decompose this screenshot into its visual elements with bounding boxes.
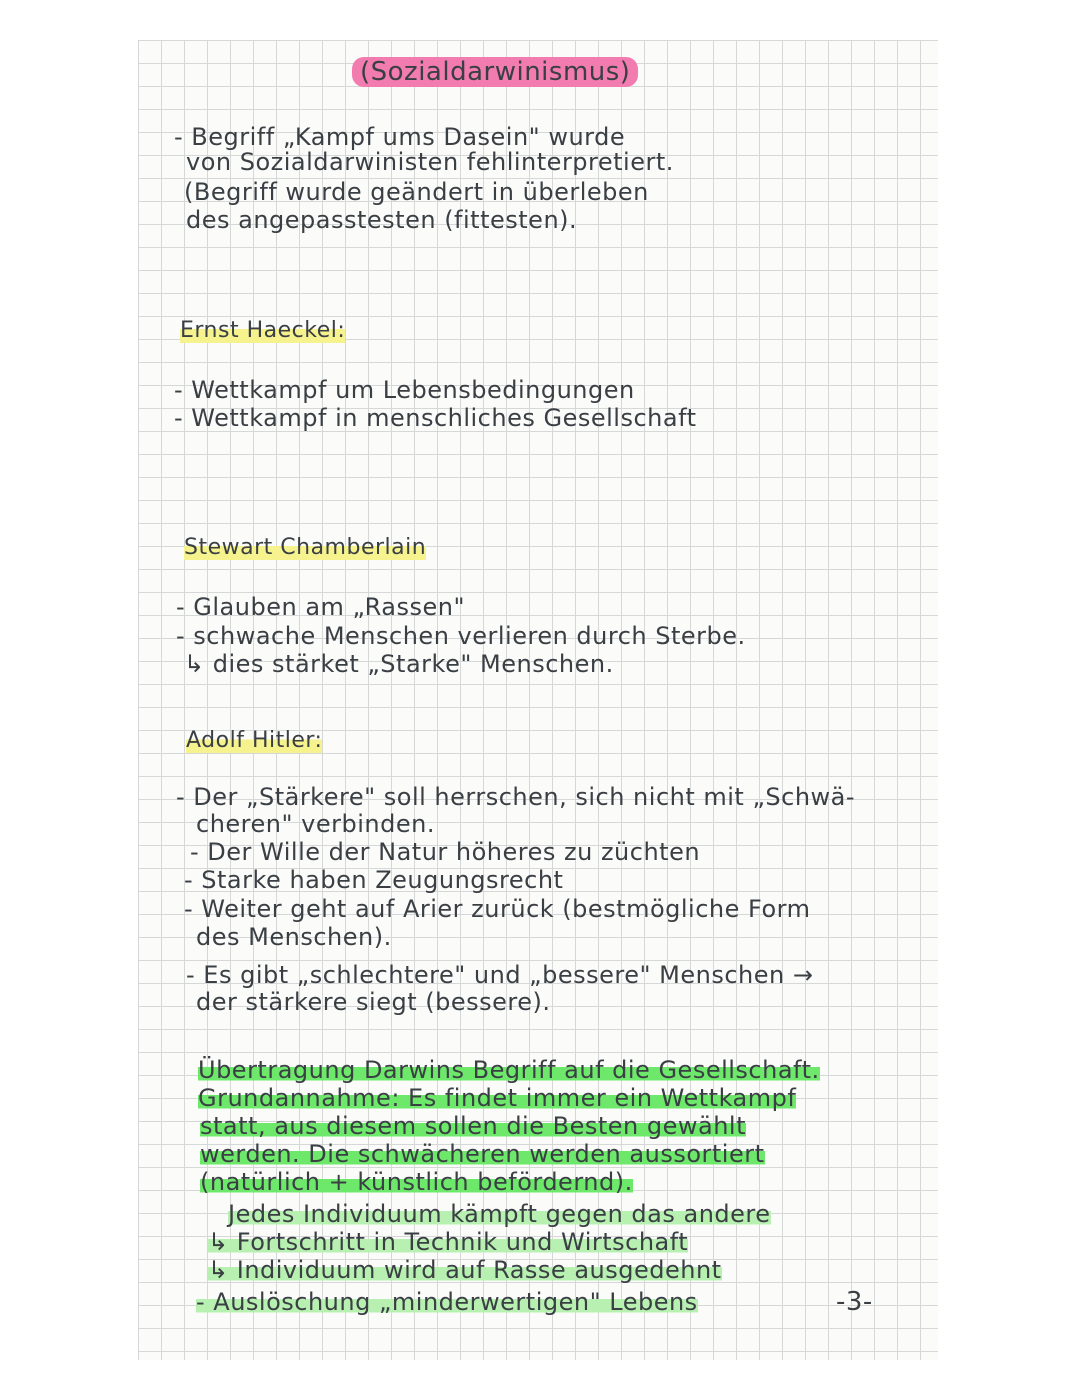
hitler-heading-text: Adolf Hitler: — [186, 728, 323, 753]
summary-line-5-text: (natürlich + künstlich befördernd). — [200, 1168, 633, 1196]
hitler-item-8: der stärkere siegt (bessere). — [196, 988, 551, 1016]
hitler-item-3: - Der Wille der Natur höheres zu züchten — [190, 838, 701, 866]
summary-line-2 — [198, 1086, 796, 1111]
chamberlain-heading-text: Stewart Chamberlain — [184, 535, 427, 560]
page-number: -3- — [836, 1287, 873, 1317]
chamberlain-item-2: - schwache Menschen verlieren durch Sterbe. — [176, 622, 746, 650]
summary2-line-3-text: ↳ Individuum wird auf Rasse ausgedehnt — [208, 1256, 722, 1284]
summary2-line-1-text: Jedes Individuum kämpft gegen das andere — [228, 1200, 771, 1228]
hitler-item-4: - Starke haben Zeugungsrecht — [184, 866, 564, 894]
summary2-line-2 — [208, 1230, 688, 1255]
summary-line-2-text: Grundannahme: Es findet immer ein Wettkampf — [198, 1084, 797, 1112]
chamberlain-item-3: ↳ dies stärket „Starke" Menschen. — [184, 650, 614, 678]
title-text: (Sozialdarwinismus) — [352, 57, 638, 87]
hitler-item-2: cheren" verbinden. — [196, 810, 435, 838]
summary-line-4 — [200, 1142, 765, 1167]
intro-line-2: von Sozialdarwinisten fehlinterpretiert. — [186, 148, 674, 176]
intro-line-4: des angepasstesten (fittesten). — [186, 206, 578, 234]
summary2-line-3 — [208, 1258, 722, 1283]
summary-line-5 — [200, 1170, 633, 1195]
chamberlain-heading — [184, 535, 426, 560]
summary-line-3-text: statt, aus diesem sollen die Besten gewählt — [200, 1112, 746, 1140]
summary2-line-1 — [228, 1202, 771, 1227]
hitler-item-1: - Der „Stärkere" soll herrschen, sich nicht mit „Schwä- — [176, 783, 856, 811]
intro-line-3: (Begriff wurde geändert in überleben — [184, 178, 649, 206]
page-title — [352, 57, 638, 87]
haeckel-item-1: - Wettkampf um Lebensbedingungen — [174, 376, 635, 404]
hitler-heading — [186, 728, 322, 753]
intro-line-1: - Begriff „Kampf ums Dasein" wurde — [174, 123, 626, 151]
summary-line-3 — [200, 1114, 746, 1139]
haeckel-heading-text: Ernst Haeckel: — [180, 318, 346, 343]
summary2-line-2-text: ↳ Fortschritt in Technik und Wirtschaft — [208, 1228, 689, 1256]
hitler-item-7: - Es gibt „schlechtere" und „bessere" Menschen → — [186, 961, 814, 989]
haeckel-heading — [180, 318, 345, 343]
chamberlain-item-1: - Glauben am „Rassen" — [176, 593, 465, 621]
summary-line-4-text: werden. Die schwächeren werden aussortiert — [200, 1140, 765, 1168]
summary-line-1-text: Übertragung Darwins Begriff auf die Gesellschaft. — [198, 1056, 820, 1084]
summary2-line-4 — [196, 1290, 698, 1315]
hitler-item-5: - Weiter geht auf Arier zurück (bestmögliche Form — [184, 895, 811, 923]
summary-line-1 — [198, 1058, 820, 1083]
haeckel-item-2: - Wettkampf in menschliches Gesellschaft — [174, 404, 697, 432]
hitler-item-6: des Menschen). — [196, 923, 392, 951]
summary2-line-4-text: - Auslöschung „minderwertigen" Lebens — [196, 1288, 698, 1316]
